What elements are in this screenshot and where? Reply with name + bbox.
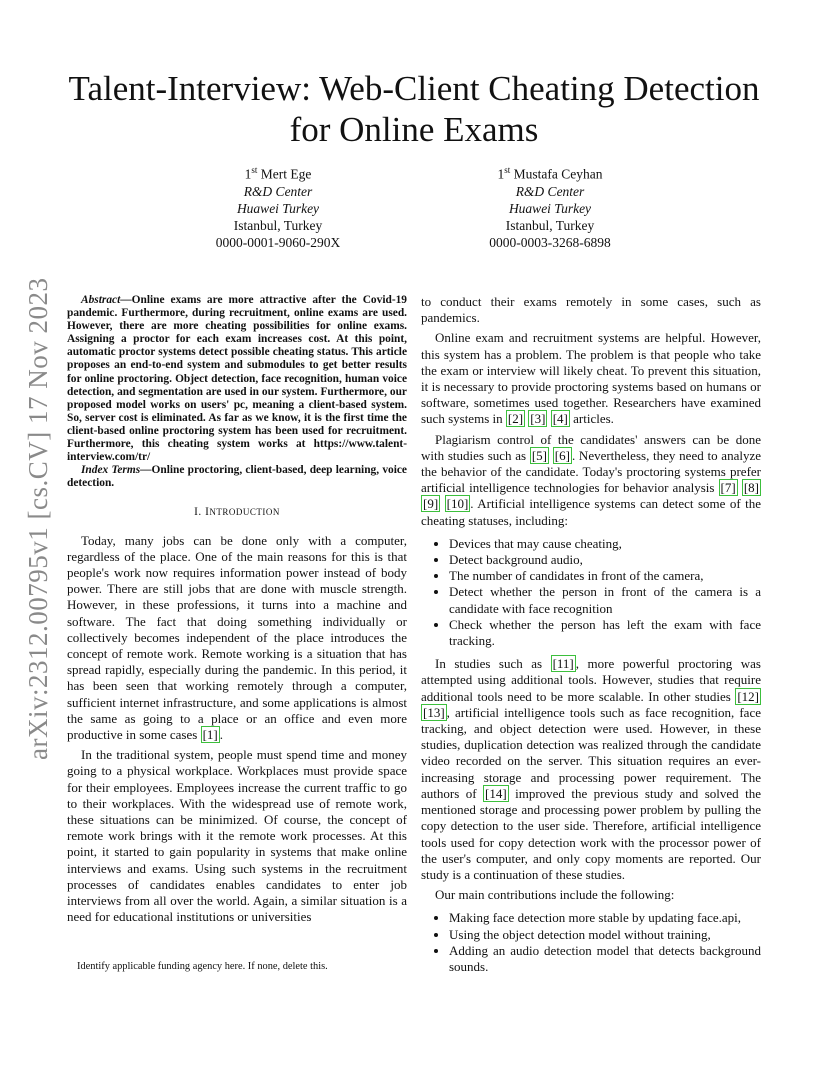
author-department: R&D Center	[243, 183, 313, 199]
author-name: Mert Ege	[260, 166, 312, 182]
left-column	[67, 294, 407, 925]
author-block-1	[148, 162, 408, 251]
section-smallcaps: NTRODUCTION	[209, 507, 280, 518]
list-item: • Check whether the person has left the exam with face tracking.	[449, 617, 761, 649]
citation-link[interactable]: [4]	[552, 411, 568, 427]
author-superscript: st	[251, 165, 258, 175]
paragraph-text: improved the previous study and solved the mentioned storage and processing power problem by pulling the copy detection to the user side. Therefore, artificial intelligence tools used for copy detection work with the processor power of the user's computer, and only copy moments are reported. Our study is a continuation of these studies.	[421, 785, 761, 882]
paragraph-text: . Artificial intelligence systems can detect some of the cheating statuses, including:	[421, 496, 761, 528]
cheating-status-list	[421, 536, 761, 649]
citation-link[interactable]: [7]	[720, 480, 736, 496]
index-terms	[67, 464, 407, 490]
section-heading-introduction	[67, 504, 407, 520]
list-item: • Making face detection more stable by updating face.api,	[449, 910, 761, 926]
citation-link[interactable]: [1]	[202, 727, 218, 743]
paragraph: Our main contributions include the following:	[435, 887, 675, 903]
author-organization: Huawei Turkey	[236, 200, 320, 216]
paragraph-text: Today, many jobs can be done only with a computer, regardless of the place. One of the main reasons for this is that people's work now requires information power instead of body power. There are still jobs that are done with muscle strength. However, in these professions, it turns into a machine and software. The fact that doing something individually or collectively becomes independent of the place introduces the concept of remote work. Remote working is a situation that has spread rapidly, especially during the pandemic. In this period, it has been seen that working remotely through a computer, sufficient internet infrastructure, and some applications is almost the same as going to a place or an office and even more productive in some cases	[67, 532, 407, 743]
author-department: R&D Center	[515, 183, 585, 199]
citation-link[interactable]: [2]	[507, 411, 524, 427]
paragraph-text: , more powerful proctoring was attempted using additional tools. However, studies that require additional tools need to be more scalable. In other studies	[421, 656, 761, 704]
paragraph-text: , artificial intelligence tools such as face recognition, face tracking, and object detection were used. However, in these studies, duplication detection was realized through the candidate video recorded on the server. This situation requires an ever-increasing storage and processing power requirement. The authors of	[421, 704, 761, 801]
citation-link[interactable]: [13]	[423, 704, 445, 720]
arxiv-side-label	[18, 277, 58, 760]
section-initial: I	[205, 506, 210, 519]
author-location: Istanbul, Turkey	[233, 217, 323, 233]
author-organization: Huawei Turkey	[508, 200, 592, 216]
paragraph	[67, 533, 407, 744]
right-column	[421, 294, 761, 982]
author-block-2	[420, 162, 680, 251]
abstract	[67, 294, 407, 464]
citation-link[interactable]: [11]	[552, 656, 574, 672]
citation-link[interactable]: [14]	[484, 785, 507, 801]
abstract-text: —Online exams are more attractive after the Covid-19 pandemic. Furthermore, during recruitment, online exams are used. However, there are more cheating possibilities for online exams. Assigning a proctor for each exam increases cost. At this point, automatic proctor systems detect possible cheating status. This article proposes an end-to-end system and submodules to get better results for online proctoring. Object detection, face recognition, human voice detection, and segmentation are used in our system. Furthermore, our proposed model works on users' pc, meaning a client-based system. So, server cost is eliminated. As far as we know, it is the first time the client-based online proctoring system has been used for recruitment. Furthermore, this cheating system works at https://www.talent-interview.com/tr/	[67, 294, 407, 464]
list-item: • Detect whether the person in front of the camera is a candidate with face recognition	[449, 584, 761, 616]
citation-link[interactable]: [8]	[743, 480, 759, 496]
author-orcid: 0000-0003-3268-6898	[489, 234, 611, 250]
section-number: I.	[194, 506, 202, 519]
index-terms-text: —Online proctoring, client-based, deep learning, voice detection.	[67, 464, 407, 490]
paragraph-text: articles.	[569, 411, 614, 427]
citation-link[interactable]: [10]	[446, 496, 469, 512]
index-terms-label: Index Terms	[81, 464, 141, 477]
contributions-list	[421, 910, 761, 975]
list-item: • The number of candidates in front of the camera,	[449, 568, 761, 584]
paragraph-text: Plagiarism control of the candidates' answers can be done with studies such as	[421, 431, 761, 463]
author-location: Istanbul, Turkey	[505, 217, 595, 233]
list-item: • Detect background audio,	[449, 552, 761, 568]
citation-link[interactable]: [3]	[530, 411, 546, 427]
citation-link[interactable]: [5]	[531, 447, 548, 463]
footnote: Identify applicable funding agency here. If none, delete this.	[77, 961, 328, 972]
author-superscript: st	[504, 165, 511, 175]
citation-link[interactable]: [6]	[554, 447, 570, 463]
paragraph-text: Online exam and recruitment systems are helpful. However, this system has a problem. The problem is that people who take the exam or interview will likely cheat. To prevent this situation, it is necessary to provide proctoring systems based on humans or software, sometimes used together. Researchers have examined such systems in	[421, 330, 761, 427]
author-number: 1	[497, 166, 505, 182]
paragraph-text: In studies such as	[435, 656, 551, 672]
arxiv-identifier: arXiv:2312.00795v1 [cs.CV] 17 Nov 2023	[23, 277, 53, 760]
paragraph: to conduct their exams remotely in some cases, such as pandemics.	[421, 294, 761, 326]
paragraph-text: . Nevertheless, they need to analyze the behavior of the candidate. Today's proctoring systems prefer artificial intelligence technologies for behavior analysis	[421, 447, 761, 496]
list-item: • Adding an audio detection model that detects background sounds.	[449, 943, 761, 975]
abstract-label: Abstract	[81, 294, 121, 306]
paragraph: In the traditional system, people must spend time and money going to a physical workplace. Workplaces must provide space for their employees. Employees increase the current traffic to go to their workplaces. With the widespread use of remote work, these situations can be minimized. Of course, the concept of remote work brings with it the remote work processes. At this point, it started to gain popularity in systems that make online interviews and exams. Using such systems in the recruitment processes of candidates enables candidates to enter job interviews from all over the world. Again, a similar situation is a need for educational institutions or universities	[67, 747, 407, 925]
paragraph	[421, 656, 761, 883]
list-item: • Using the object detection model without training,	[449, 927, 761, 943]
author-number: 1	[244, 166, 252, 182]
author-orcid: 0000-0001-9060-290X	[215, 234, 341, 250]
paragraph-text: .	[219, 727, 223, 743]
citation-link[interactable]: [9]	[423, 496, 439, 512]
citation-link[interactable]: [12]	[737, 688, 759, 704]
author-name: Mustafa Ceyhan	[513, 166, 603, 182]
paper-title: Talent-Interview: Web-Client Cheating Detection for Online Exams	[68, 69, 760, 149]
paragraph	[421, 432, 761, 529]
list-item: • Devices that may cause cheating,	[449, 536, 761, 552]
paragraph	[421, 330, 761, 427]
